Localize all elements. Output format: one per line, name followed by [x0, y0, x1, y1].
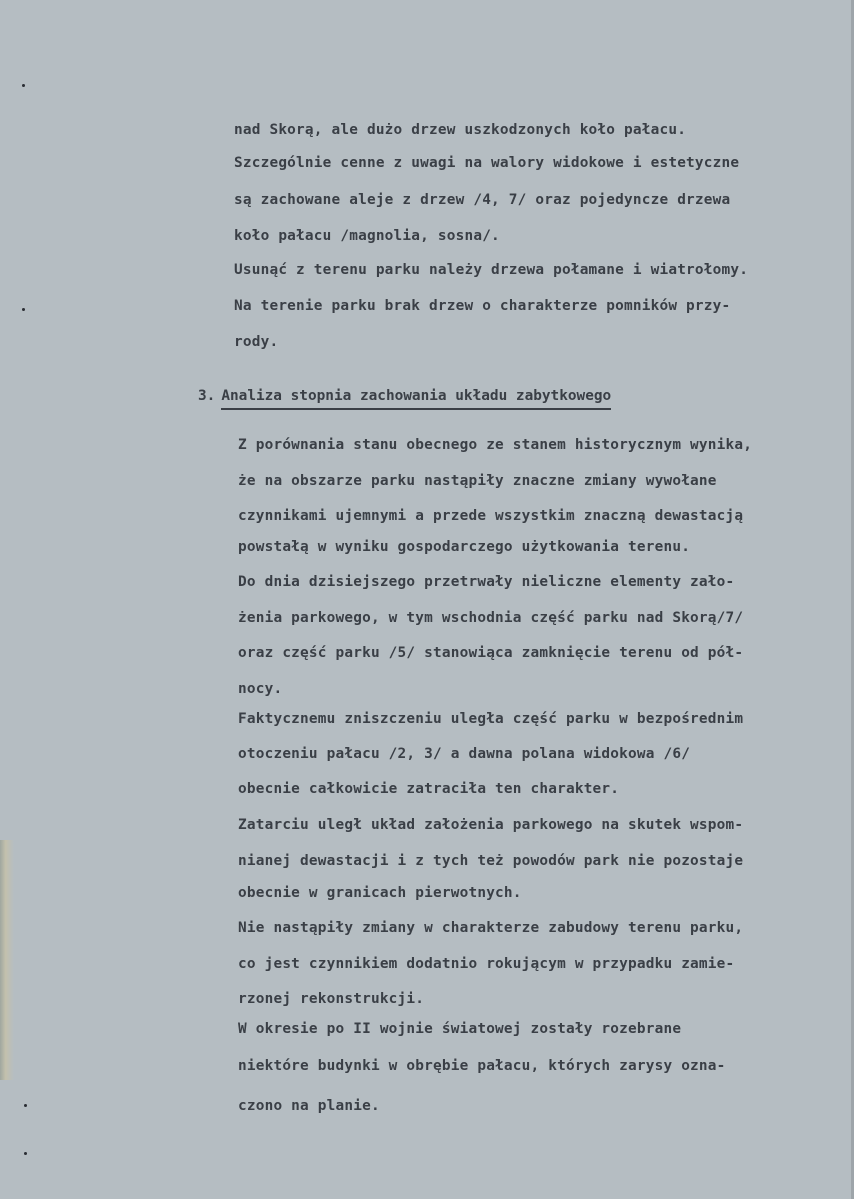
section-number: 3. [198, 388, 216, 404]
text-line: Zatarciu uległ układ założenia parkowego na skutek wspom- [238, 817, 744, 833]
text-line: Na terenie parku brak drzew o charakterze pomników przy- [234, 298, 731, 314]
text-line: Usunąć z terenu parku należy drzewa połamane i wiatrołomy. [234, 262, 749, 278]
punch-mark [22, 308, 25, 311]
text-line: niektóre budynki w obrębie pałacu, których zarysy ozna- [238, 1058, 726, 1074]
text-line: obecnie całkowicie zatraciła ten charakter. [238, 781, 620, 797]
punch-mark [24, 1104, 27, 1107]
text-line: czynnikami ujemnymi a przede wszystkim znaczną dewastacją [238, 508, 744, 524]
text-line: W okresie po II wojnie światowej zostały rozebrane [238, 1021, 682, 1037]
text-line: koło pałacu /magnolia, sosna/. [234, 228, 500, 244]
text-line: Do dnia dzisiejszego przetrwały nieliczne elementy zało- [238, 574, 735, 590]
section-title: Analiza stopnia zachowania układu zabytkowego [221, 388, 611, 410]
punch-mark [24, 1152, 27, 1155]
text-line: oraz część parku /5/ stanowiąca zamknięcie terenu od pół- [238, 645, 744, 661]
paper-edge-stain [0, 840, 14, 1080]
text-line: nad Skorą, ale dużo drzew uszkodzonych koło pałacu. [234, 122, 687, 138]
text-line: Nie nastąpiły zmiany w charakterze zabudowy terenu parku, [238, 920, 744, 936]
text-line: nocy. [238, 681, 283, 697]
text-line: Faktycznemu zniszczeniu uległa część parku w bezpośrednim [238, 711, 744, 727]
punch-mark [22, 84, 25, 87]
text-line: żenia parkowego, w tym wschodnia część parku nad Skorą/7/ [238, 610, 744, 626]
text-line: otoczeniu pałacu /2, 3/ a dawna polana widokowa /6/ [238, 746, 691, 762]
text-line: rody. [234, 334, 279, 350]
section-heading [198, 387, 611, 405]
text-line: rzonej rekonstrukcji. [238, 991, 425, 1007]
text-line: są zachowane aleje z drzew /4, 7/ oraz pojedyncze drzewa [234, 192, 731, 208]
text-line: co jest czynnikiem dodatnio rokującym w przypadku zamie- [238, 956, 735, 972]
text-line: nianej dewastacji i z tych też powodów park nie pozostaje [238, 853, 744, 869]
text-line: Z porównania stanu obecnego ze stanem historycznym wynika, [238, 437, 753, 453]
text-line: powstałą w wyniku gospodarczego użytkowania terenu. [238, 539, 691, 555]
text-line: Szczególnie cenne z uwagi na walory widokowe i estetyczne [234, 155, 740, 171]
text-line: czono na planie. [238, 1098, 380, 1114]
text-line: obecnie w granicach pierwotnych. [238, 885, 522, 901]
text-line: że na obszarze parku nastąpiły znaczne zmiany wywołane [238, 473, 717, 489]
